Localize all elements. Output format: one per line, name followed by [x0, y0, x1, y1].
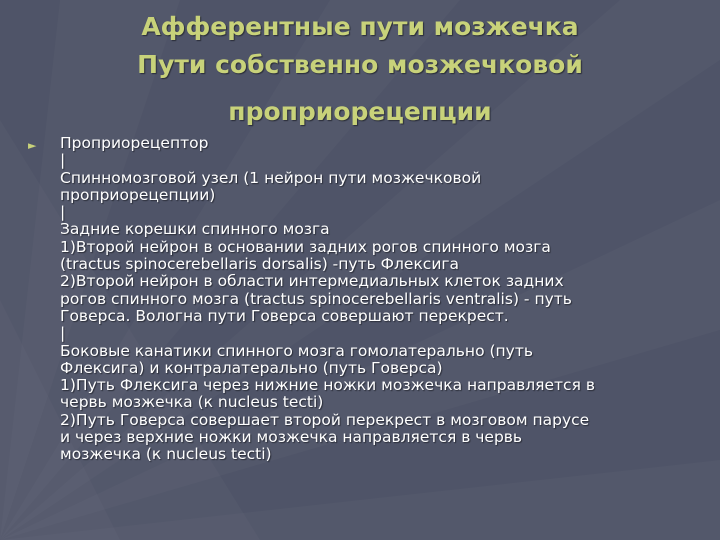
body-line: червь мозжечка (к nucleus tecti): [60, 393, 324, 412]
body-line: |: [60, 203, 66, 222]
body-line: мозжечка (к nucleus tecti): [60, 445, 272, 464]
body-line: |: [60, 324, 66, 343]
title-line-2: Пути собственно мозжечковой: [137, 50, 583, 79]
title-line-1: Афферентные пути мозжечка: [141, 12, 579, 41]
slide-title: [0, 8, 720, 131]
body-line: Говерса. Вологна пути Говерса совершают перекрест.: [60, 306, 509, 325]
body-line: рогов спинного мозга (tractus spinocerebellaris ventralis) - путь: [60, 289, 572, 308]
bullet-arrow-icon: ►: [28, 139, 37, 152]
body-line: Задние корешки спинного мозга: [60, 220, 330, 239]
body-line: |: [60, 151, 66, 170]
body-line: Боковые канатики спинного мозга гомолатерально (путь: [60, 341, 533, 360]
body-line: 2)Путь Говерса совершает второй перекрест в мозговом парусе: [60, 410, 590, 429]
title-line-3: проприорецепции: [228, 97, 492, 126]
body-line: (tractus spinocerebellaris dorsalis) -путь Флексига: [60, 255, 460, 274]
body-line: 1)Второй нейрон в основании задних рогов спинного мозга: [60, 237, 551, 256]
body-line: проприорецепции): [60, 185, 216, 204]
bullet-text: [60, 135, 595, 464]
body-line: Спинномозговой узел (1 нейрон пути мозжечковой: [60, 168, 482, 187]
body-line: Проприорецептор: [60, 134, 209, 152]
body-line: 2)Второй нейрон в области интермедиальных клеток задних: [60, 272, 564, 291]
body-line: 1)Путь Флексига через нижние ножки мозжечка направляется в: [60, 376, 595, 395]
bullet-item: [28, 135, 688, 464]
body-line: и через верхние ножки мозжечка направляется в червь: [60, 428, 523, 447]
body-line: Флексига) и контралатерально (путь Говерса): [60, 358, 443, 377]
slide-content: [28, 135, 688, 464]
